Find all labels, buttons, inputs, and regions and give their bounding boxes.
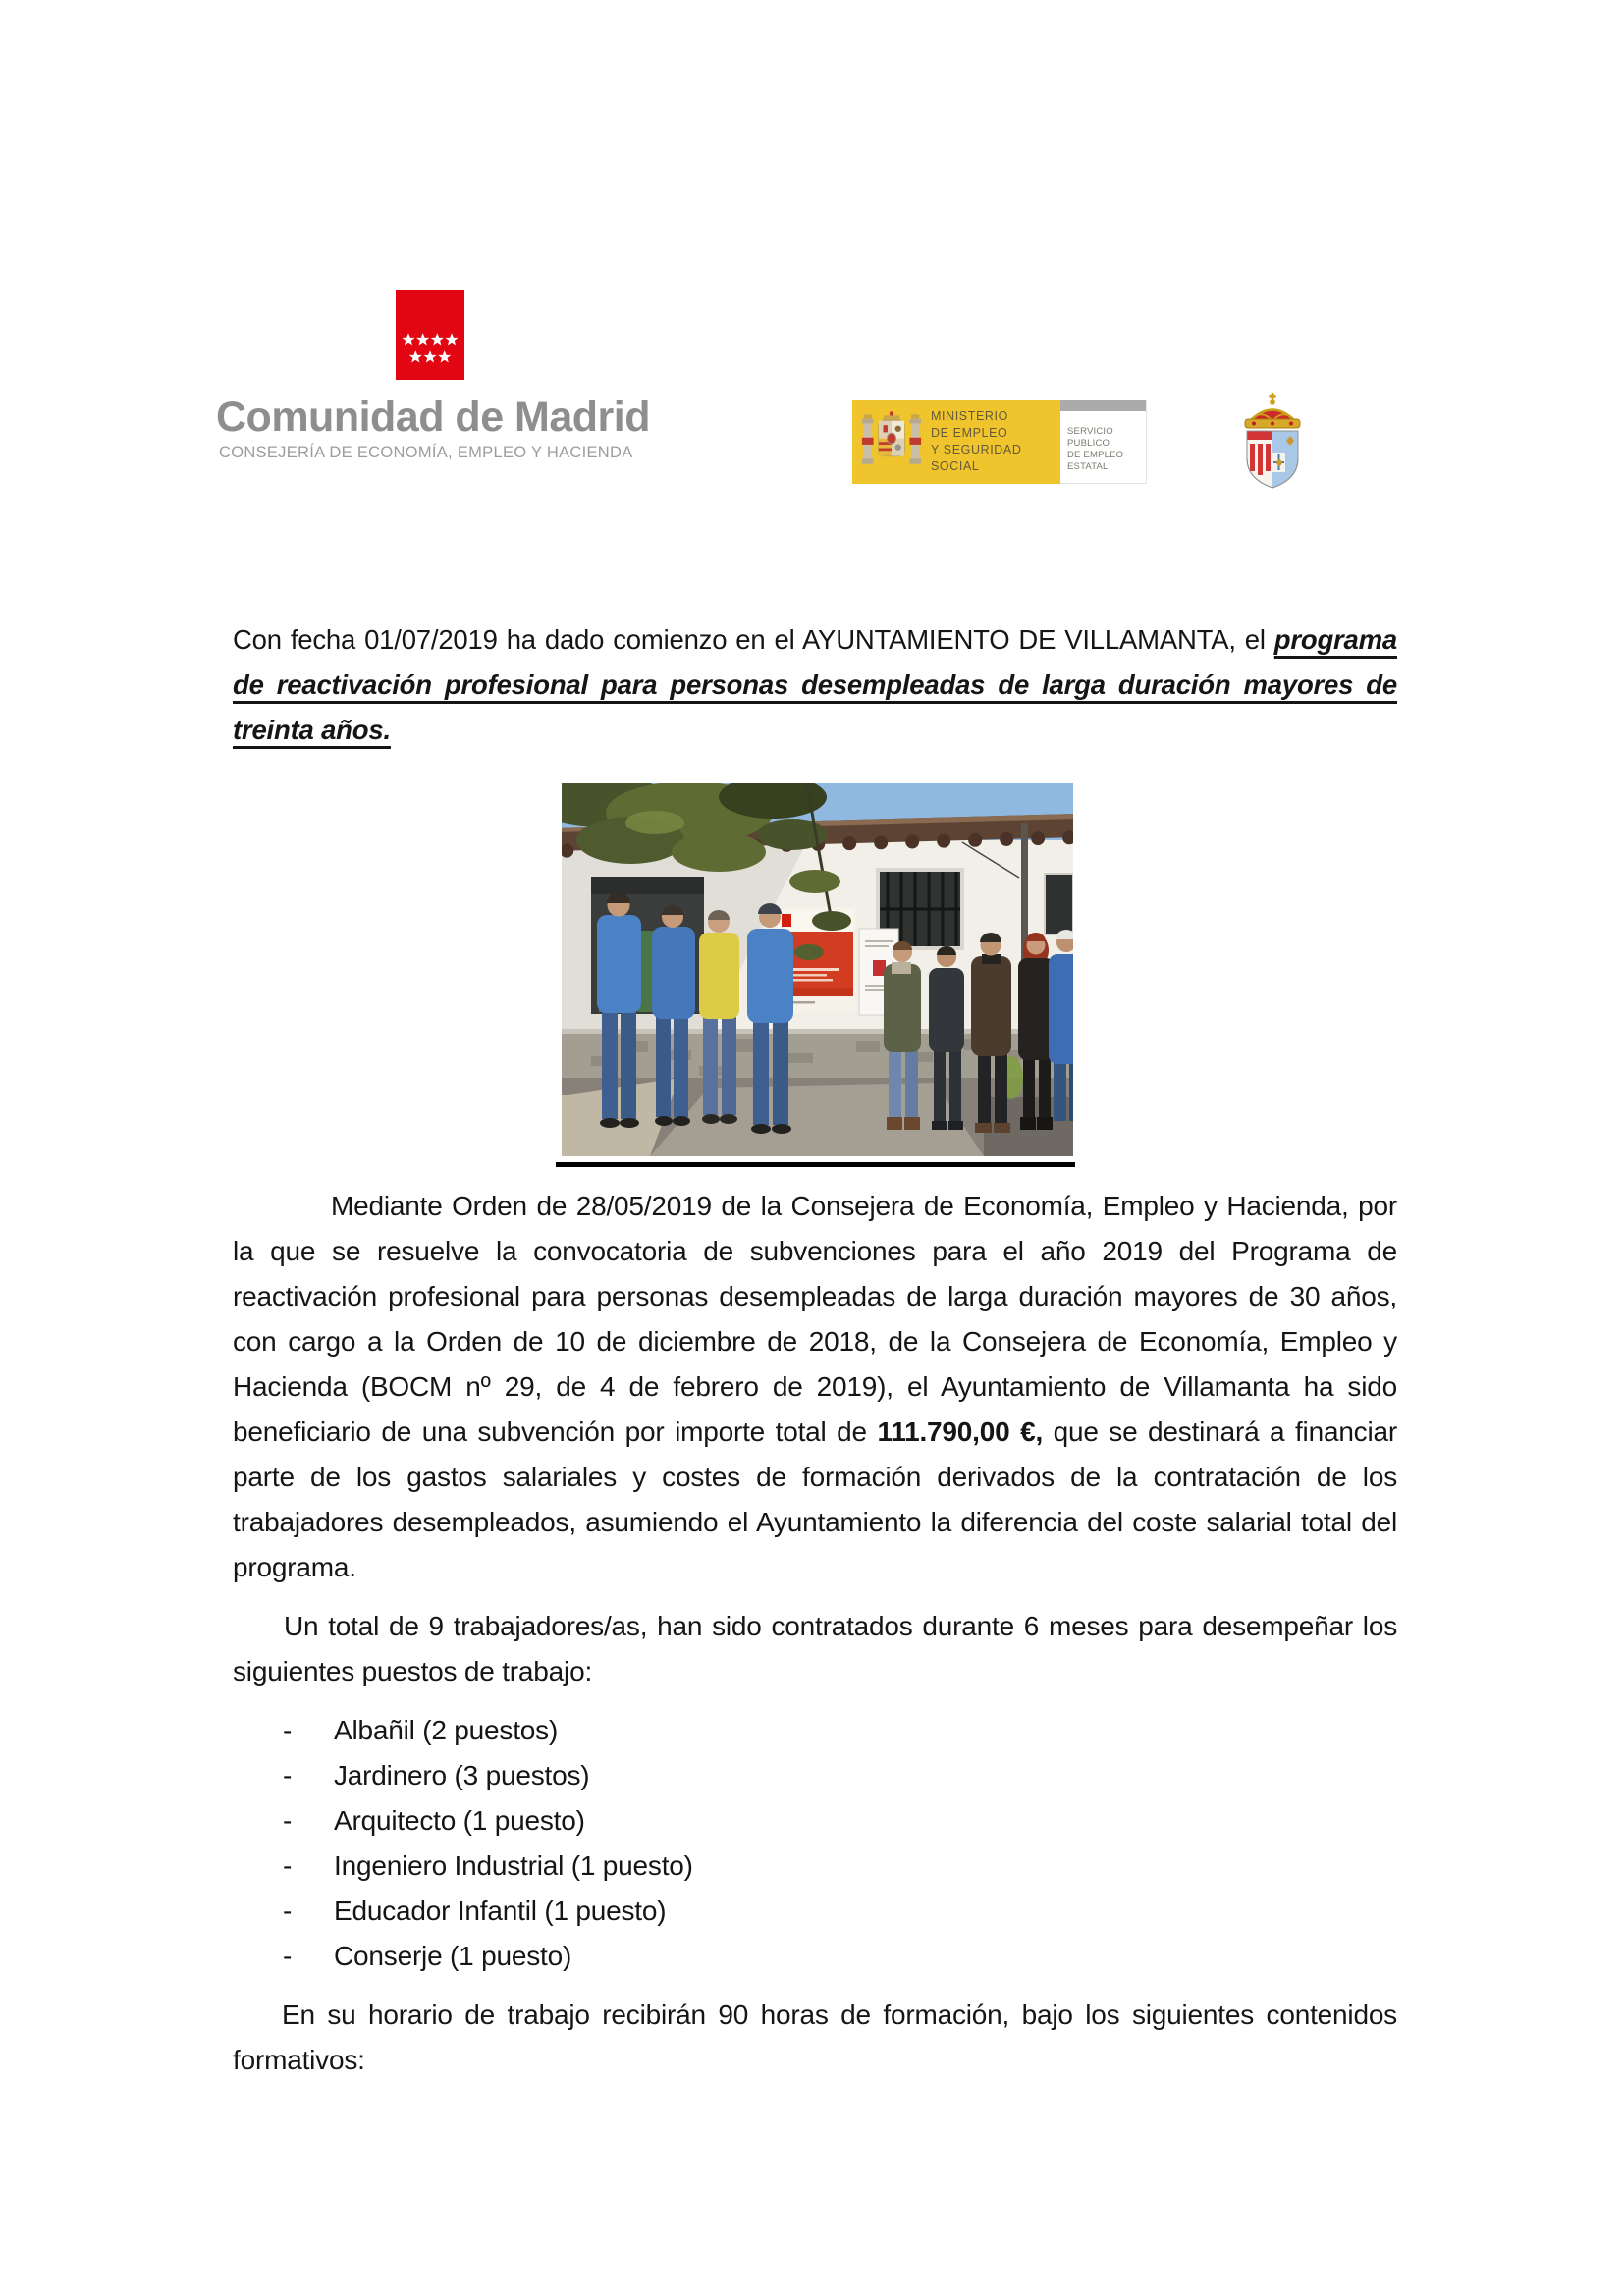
subsidy-text-before: Mediante Orden de 28/05/2019 de la Consejera de Economía, Empleo y Hacienda, por la que se resuelve la convocatoria de subvenciones para el año 2019 del Programa de reactivación profesional para personas desempleadas de larga duración mayores de 30 años, con cargo a la Orden de 10 de diciembre de 2018, de la Consejera de Economía, Empleo y Hacienda (BOCM nº 29, de 4 de febrero de 2019), el Ayuntamiento de Villamanta ha sido beneficiario de una subvención por importe total de [233,1191,1397,1447]
intro-normal-text: Con fecha 01/07/2019 ha dado comienzo en el AYUNTAMIENTO DE VILLAMANTA, el [233,624,1274,655]
workers-paragraph: Un total de 9 trabajadores/as, han sido contratados durante 6 meses para desempeñar los siguientes puestos de trabajo: [233,1611,1397,1686]
list-item [233,1798,1397,1843]
list-bullet: - [283,1760,293,1790]
list-bullet: - [283,1715,293,1745]
consejeria-subtitle: CONSEJERÍA DE ECONOMÍA, EMPLEO Y HACIENDA [219,444,633,461]
sepe-gray-bar [1060,400,1146,411]
subsidy-paragraph [233,1184,1397,1590]
body-text [233,1184,1397,2083]
list-bullet: - [283,1941,293,1971]
comunidad-de-madrid-flag-icon [396,290,464,380]
subsidy-text-after: que se destinará a financiar parte de los gastos salariales y costes de formación derivados de la contratación de los trabajadores desempleados, asumiendo el Ayuntamiento la diferencia del coste salarial total del programa. [233,1416,1398,1582]
sepe-label: SERVICIO PUBLICO DE EMPLEO ESTATAL [1067,426,1124,472]
list-bullet: - [283,1850,293,1881]
ministerio-label: MINISTERIO DE EMPLEO Y SEGURIDAD SOCIAL [931,409,1022,473]
ministerio-yellow-panel [852,400,1060,484]
list-item-label: Ingeniero Industrial (1 puesto) [334,1850,693,1881]
subsidy-amount: 111.790,00 €, [877,1416,1044,1447]
list-item-label: Educador Infantil (1 puesto) [334,1896,667,1926]
list-bullet: - [283,1805,293,1836]
list-item [233,1753,1397,1798]
spain-coat-of-arms-icon [861,407,922,477]
list-bullet: - [283,1896,293,1926]
training-paragraph: En su horario de trabajo recibirán 90 horas de formación, bajo los siguientes contenidos formativos: [233,2000,1397,2075]
list-item [233,1889,1397,1934]
villamanta-coat-of-arms-icon [1233,392,1312,501]
sepe-panel [1060,400,1147,484]
list-item-label: Albañil (2 puestos) [334,1715,559,1745]
intro-emphasis-text: programa de reactivación profesional para personas desempleadas de larga duración mayores de treinta años. [233,624,1397,745]
list-item [233,1708,1397,1753]
job-positions-list [233,1708,1397,1979]
photo-underline-rule [556,1162,1075,1167]
intro-paragraph [233,617,1397,753]
list-item-label: Jardinero (3 puestos) [334,1760,590,1790]
list-item [233,1843,1397,1889]
ministerio-empleo-logo [852,400,1147,484]
list-item-label: Arquitecto (1 puesto) [334,1805,585,1836]
list-item [233,1934,1397,1979]
comunidad-de-madrid-wordmark: Comunidad de Madrid [216,394,650,441]
program-group-photo [562,783,1073,1156]
list-item-label: Conserje (1 puesto) [334,1941,572,1971]
